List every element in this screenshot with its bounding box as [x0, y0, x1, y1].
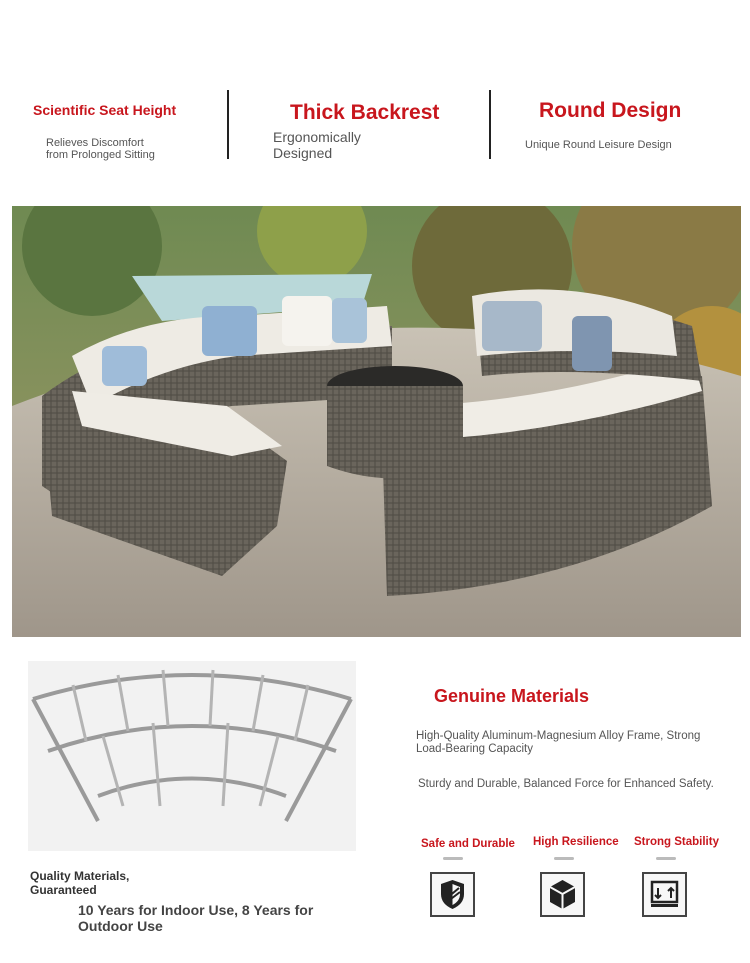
badge-label: Strong Stability	[634, 836, 719, 848]
warranty-line: 10 Years for Indoor Use, 8 Years for	[78, 902, 314, 918]
feature-subtitle-line: Relieves Discomfort	[46, 137, 144, 149]
materials-desc2: Sturdy and Durable, Balanced Force for Enhanced Safety.	[418, 778, 714, 790]
feature-title: Round Design	[539, 99, 682, 122]
materials-desc1	[416, 730, 700, 756]
badge-label: High Resilience	[533, 836, 619, 848]
quality-line: Quality Materials,	[30, 869, 130, 883]
feature-subtitle-line: Ergonomically	[273, 129, 361, 145]
warranty-line: Outdoor Use	[78, 918, 163, 934]
frame-image	[28, 661, 356, 851]
materials-desc1-line: High-Quality Aluminum-Magnesium Alloy Frame, Strong	[416, 730, 701, 742]
stack-compress-icon	[642, 872, 687, 917]
warranty-caption	[78, 902, 313, 934]
hero-photo	[12, 206, 741, 637]
quality-caption	[30, 869, 129, 897]
feature-round-design	[515, 88, 715, 163]
divider	[227, 90, 229, 159]
quality-line: Guaranteed	[30, 883, 97, 897]
feature-subtitle-line: Unique Round Leisure Design	[525, 139, 672, 151]
feature-seat-height	[24, 88, 214, 163]
divider	[443, 857, 463, 860]
feature-title: Scientific Seat Height	[33, 102, 177, 118]
feature-thick-backrest	[262, 88, 462, 168]
materials-title: Genuine Materials	[434, 686, 590, 706]
feature-subtitle-line: Designed	[273, 145, 333, 161]
cube-icon	[540, 872, 585, 917]
badge-label: Safe and Durable	[421, 838, 515, 850]
materials-desc1-line: Load-Bearing Capacity	[416, 743, 533, 755]
shield-icon	[430, 872, 475, 917]
divider	[656, 857, 676, 860]
feature-subtitle-line: from Prolonged Sitting	[46, 149, 155, 161]
divider	[489, 90, 491, 159]
feature-title: Thick Backrest	[290, 101, 440, 124]
divider	[554, 857, 574, 860]
